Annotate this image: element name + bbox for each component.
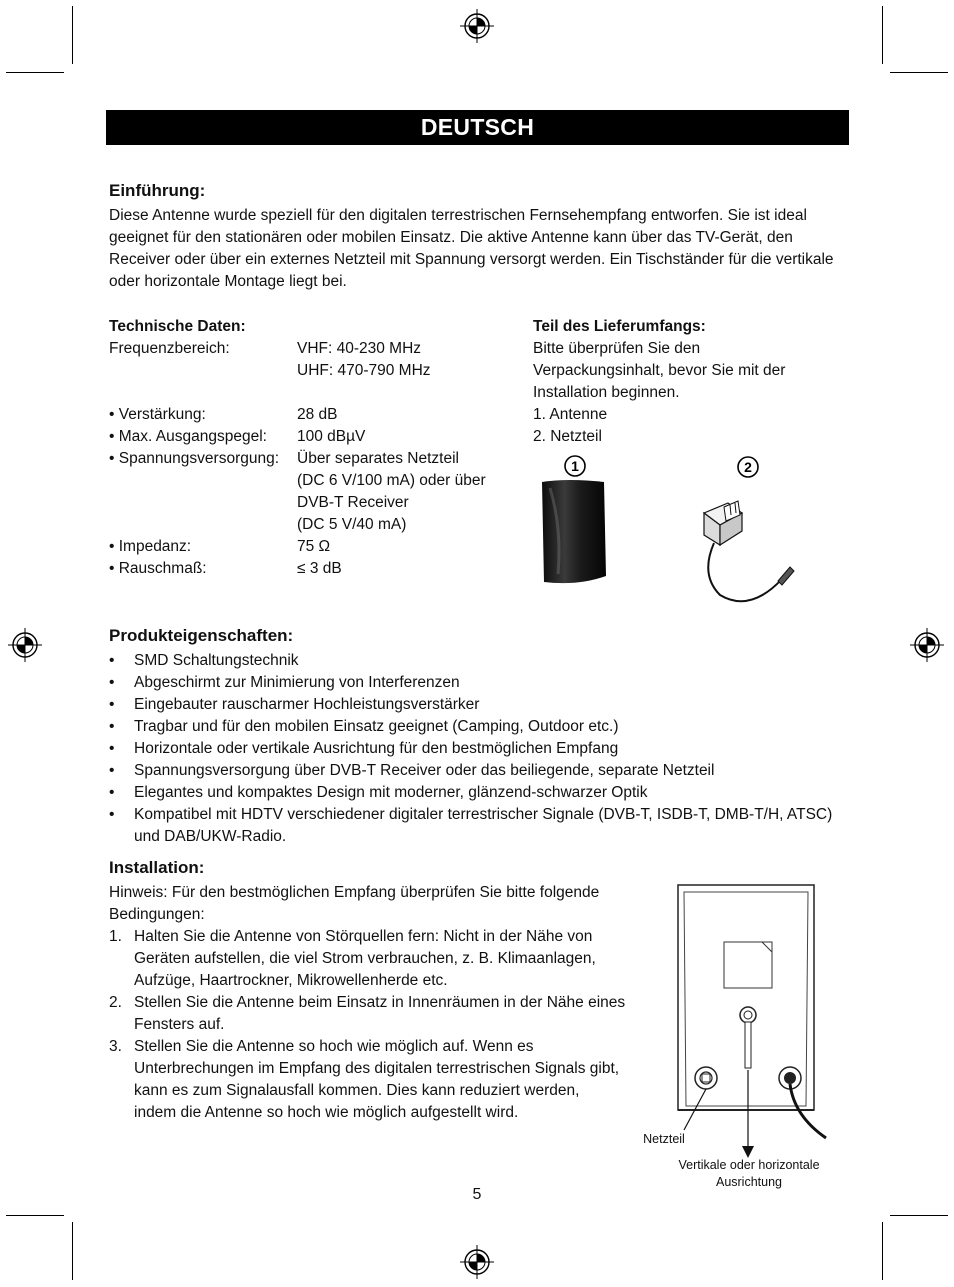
page-title: DEUTSCH [106, 110, 849, 145]
installation-steps [109, 926, 669, 1124]
power-adapter-image [690, 495, 800, 610]
list-item: 3. Stellen Sie die Antenne so hoch wie möglich auf. Wenn es Unterbrechungen im Empfang des digitalen terrestrischen Signals gibt, kann es zum Signalausfall kommen. Dies kann reduziert werden, indem die Antenne so hoch wie möglich aufgestellt wird. [109, 1038, 620, 1121]
spec-label: • Verstärkung: [109, 406, 206, 423]
spec-value: (DC 5 V/40 mA) [297, 516, 407, 533]
registration-mark-icon [460, 1245, 494, 1279]
registration-mark-icon [8, 628, 42, 662]
crop-mark [890, 72, 948, 73]
spec-heading: Technische Daten: [109, 318, 246, 335]
crop-mark [6, 1215, 64, 1216]
list-item: • Eingebauter rauscharmer Hochleistungsverstärker [109, 696, 480, 713]
spec-label: • Rauschmaß: [109, 560, 207, 577]
spec-table [109, 316, 519, 580]
package-text: Installation beginnen. [533, 384, 680, 401]
antenna-image [538, 478, 610, 586]
package-item: 1. Antenne [533, 406, 608, 423]
marker-label: 2 [744, 459, 752, 475]
spec-value: 28 dB [297, 406, 338, 423]
features-list [109, 650, 839, 848]
spec-value: 75 Ω [297, 538, 331, 555]
crop-mark [6, 72, 64, 73]
package-contents [533, 316, 853, 448]
list-item: • SMD Schaltungstechnik [109, 652, 299, 669]
list-item: 2. Stellen Sie die Antenne beim Einsatz in Innenräumen in der Nähe eines Fensters auf. [109, 994, 626, 1033]
package-item: 2. Netzteil [533, 428, 602, 445]
spec-value: DVB-T Receiver [297, 494, 409, 511]
spec-value: VHF: 40-230 MHz [297, 340, 422, 357]
spec-label: • Spannungsversorgung: [109, 450, 280, 467]
number-marker-1 [563, 454, 587, 478]
spec-value: ≤ 3 dB [297, 560, 342, 577]
spec-value: (DC 6 V/100 mA) oder über [297, 472, 486, 489]
list-item: • Kompatibel mit HDTV verschiedener digitaler terrestrischer Signale (DVB-T, ISDB-T, DMB-T/H, ATSC) und DAB/UKW-Radio. [109, 806, 833, 845]
intro-heading: Einführung: [109, 181, 206, 200]
antenna-back-diagram [640, 880, 840, 1165]
list-item: • Horizontale oder vertikale Ausrichtung für den bestmöglichen Empfang [109, 740, 619, 757]
features-heading: Produkteigenschaften: [109, 626, 294, 645]
spec-label: Frequenzbereich: [109, 340, 230, 357]
list-item: • Tragbar und für den mobilen Einsatz geeignet (Camping, Outdoor etc.) [109, 718, 619, 735]
number-marker-2 [736, 455, 760, 479]
marker-label: 1 [571, 458, 579, 474]
spec-label: • Max. Ausgangspegel: [109, 428, 267, 445]
spec-value: UHF: 470-790 MHz [297, 362, 431, 379]
caption-ausrichtung: Vertikale oder horizontale Ausrichtung [678, 1158, 820, 1189]
list-item: • Abgeschirmt zur Minimierung von Interferenzen [109, 674, 460, 691]
crop-mark [882, 1222, 883, 1280]
list-item: 1. Halten Sie die Antenne von Störquellen fern: Nicht in der Nähe von Geräten aufstellen, die viel Strom verbrauchen, z. B. Klimaanlagen, Aufzüge, Haartrockner, Mikrowellenherde etc. [109, 928, 596, 989]
crop-mark [72, 6, 73, 64]
page-number: 5 [472, 1186, 482, 1203]
registration-mark-icon [460, 9, 494, 43]
registration-mark-icon [910, 628, 944, 662]
spec-value: Über separates Netzteil [297, 450, 459, 467]
list-item: • Spannungsversorgung über DVB-T Receiver oder das beiliegende, separate Netzteil [109, 762, 715, 779]
installation-heading: Installation: [109, 858, 205, 877]
caption-netzteil: Netzteil [643, 1132, 685, 1146]
package-text: Verpackungsinhalt, bevor Sie mit der [533, 362, 786, 379]
intro-text: Diese Antenne wurde speziell für den digitalen terrestrischen Fernsehempfang entworfen. Sie ist ideal geeignet für den stationären oder mobilen Einsatz. Die aktive Antenne kann über das TV-Gerät, den Receiver oder über ein externes Netzteil mit Spannung versorgt werden. Ein Tischständer für die vertikale oder horizontale Montage liegt bei. [109, 207, 834, 290]
package-text: Bitte überprüfen Sie den [533, 340, 701, 357]
list-item: • Elegantes und kompaktes Design mit moderner, glänzend-schwarzer Optik [109, 784, 648, 801]
spec-label: • Impedanz: [109, 538, 192, 555]
spec-value: 100 dBµV [297, 428, 366, 445]
crop-mark [72, 1222, 73, 1280]
installation-note: Hinweis: Für den bestmöglichen Empfang überprüfen Sie bitte folgende Bedingungen: [109, 884, 600, 923]
crop-mark [890, 1215, 948, 1216]
package-heading: Teil des Lieferumfangs: [533, 318, 706, 335]
crop-mark [882, 6, 883, 64]
